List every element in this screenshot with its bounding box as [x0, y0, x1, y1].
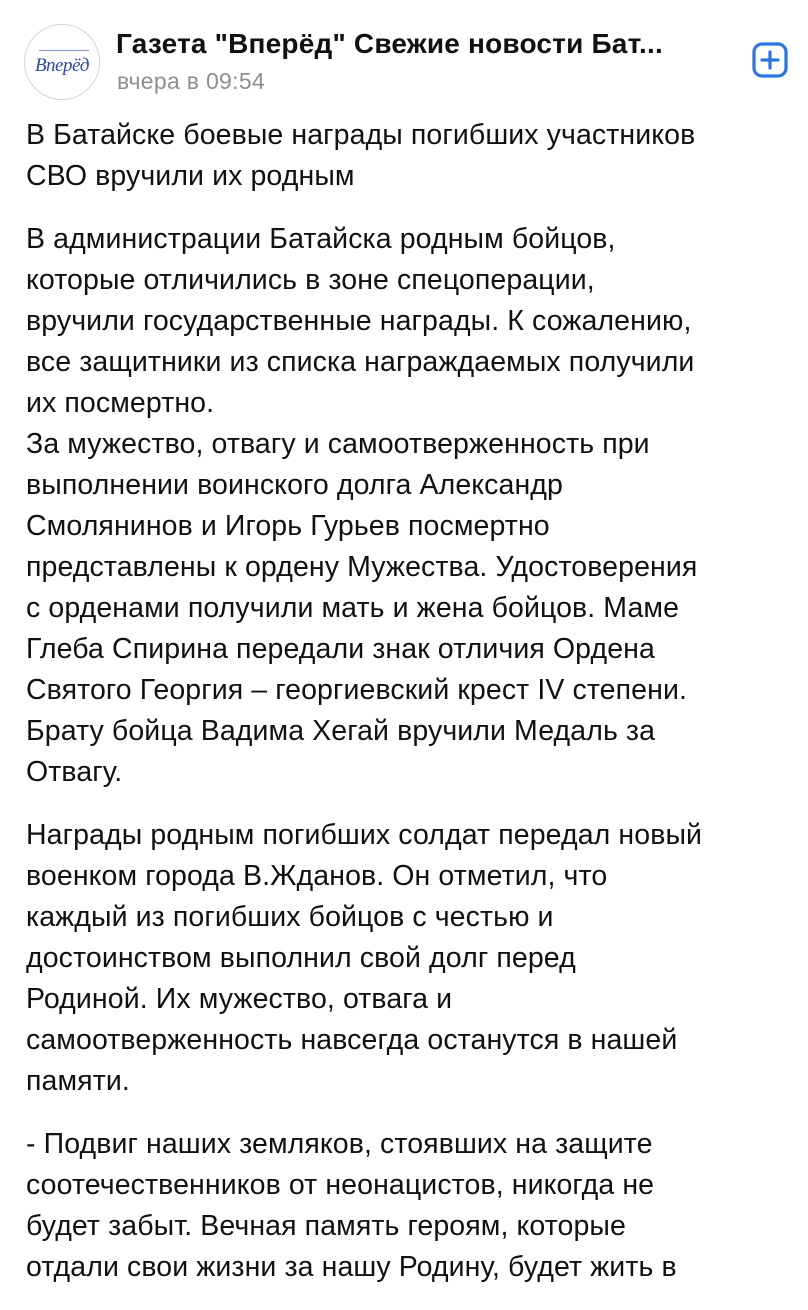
community-name[interactable]: Газета "Вперёд" Свежие новости Бат...	[116, 28, 663, 59]
post-text	[26, 115, 796, 1310]
community-logo: Вперёд	[34, 55, 90, 76]
post-paragraph: В администрации Батайска родным бойцов, которые отличились в зоне спецоперации, вручили государственные награды. К сожалению, все защитники из списка награждаемых получили их посмертно. За мужество, отвагу и самоотверженность при выполнении воинского долга Александр Смолянинов и Игорь Гурьев посмертно представлены к ордену Мужества. Удостоверения с орденами получили мать и жена бойцов. Маме Глеба Спирина передали знак отличия Ордена Святого Георгия – георгиевский крест IV степени. Брату бойца Вадима Хегай вручили Медаль за Отвагу.	[26, 223, 698, 788]
subscribe-button[interactable]	[750, 40, 790, 80]
community-avatar[interactable]	[24, 24, 100, 100]
post-timestamp: вчера в 09:54	[117, 68, 265, 94]
plus-square-icon	[750, 40, 790, 80]
post-paragraph: - Подвиг наших земляков, стоявших на защите соотечественников от неонацистов, никогда не будет забыт. Вечная память героям, которые отдали свои жизни за нашу Родину, будет жить в	[26, 1128, 677, 1283]
post-paragraph-title: В Батайске боевые награды погибших участников СВО вручили их родным	[26, 119, 696, 192]
post-paragraph: Награды родным погибших солдат передал новый военком города В.Жданов. Он отметил, что каждый из погибших бойцов с честью и достоинством выполнил свой долг перед Родиной. Их мужество, отвага и самоотверженность навсегда останутся в нашей памяти.	[26, 819, 703, 1097]
post-header	[0, 0, 808, 112]
